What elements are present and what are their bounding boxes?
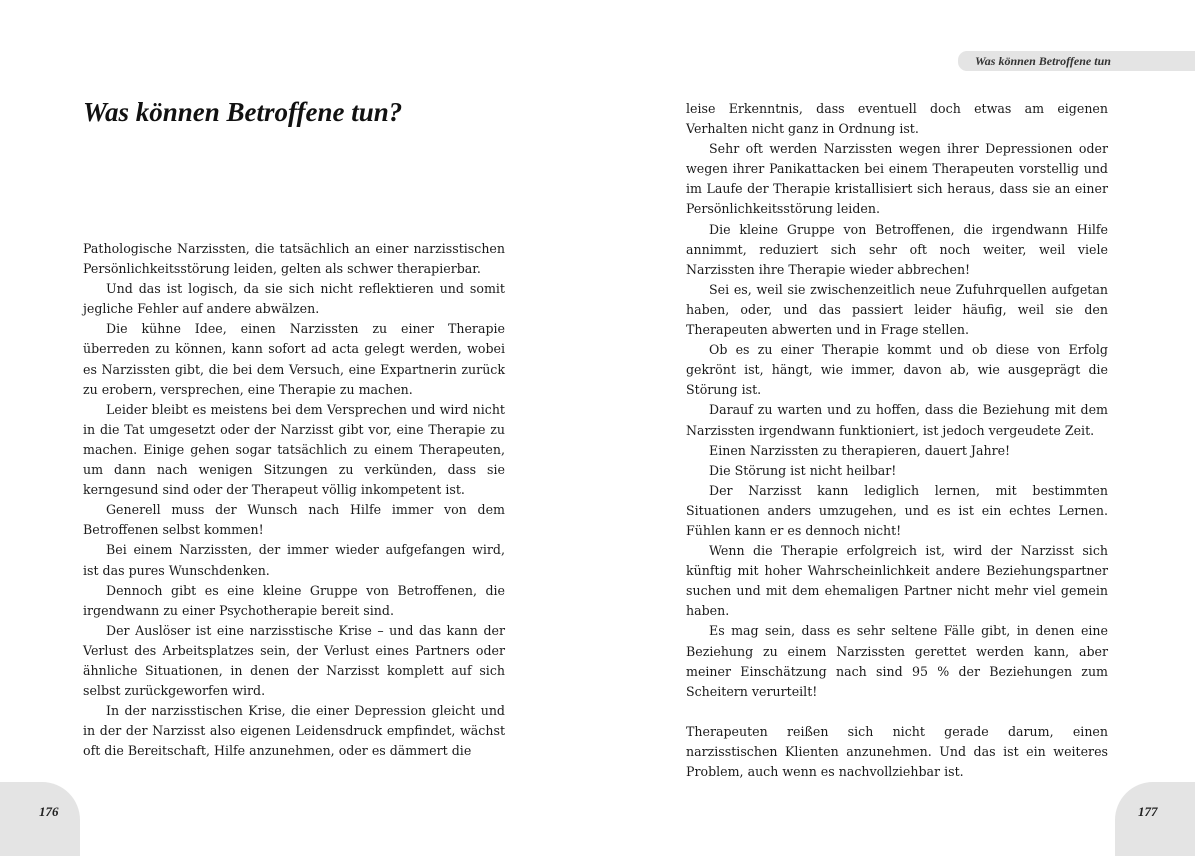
paragraph: Generell muss der Wunsch nach Hilfe immer von dem Betroffenen selbst kommen! — [83, 502, 505, 538]
paragraph: Der Auslöser ist eine narzisstische Krise – und das kann der Verlust des Arbeitsplatzes sein, der Verlust eines Partners oder ähnliche Situationen, in denen der Narzisst komplett auf sich selbst zurückgeworfen wird. — [83, 622, 505, 699]
paragraph: Wenn die Therapie erfolgreich ist, wird der Narzisst sich künftig mit hoher Wahrscheinlichkeit andere Beziehungspartner suchen und mit dem ehemaligen Partner nicht mehr viel gemein haben. — [686, 543, 1108, 619]
right-page — [597, 0, 1195, 856]
paragraph: Ob es zu einer Therapie kommt und ob diese von Erfolg gekrönt ist, hängt, wie immer, davon ab, wie ausgeprägt die Störung ist. — [686, 342, 1108, 398]
page-number: 176 — [39, 804, 59, 819]
left-body-text — [83, 239, 505, 761]
paragraph: Dennoch gibt es eine kleine Gruppe von Betroffenen, die irgendwann zu einer Psychotherapie bereit sind. — [83, 582, 505, 618]
left-page — [0, 0, 597, 856]
paragraph: In der narzisstischen Krise, die einer Depression gleicht und in der der Narzisst also eigenen Leidensdruck empfindet, wächst oft die Bereitschaft, Hilfe anzunehmen, oder es dämmert die — [83, 703, 505, 759]
paragraph: Sei es, weil sie zwischenzeitlich neue Zufuhrquellen aufgetan haben, oder, und das passiert leider häufig, weil sie den Therapeuten abwerten und in Frage stellen. — [686, 281, 1108, 338]
paragraph: Leider bleibt es meistens bei dem Versprechen und wird nicht in die Tat umgesetzt oder der Narzisst gibt vor, eine Therapie zu machen. Einige gehen sogar tatsächlich zu einem Therapeuten, um dann nach wenigen Sitzungen zu verkünden, dass sie kerngesund sind oder der Therapeut völlig inkompetent ist. — [83, 401, 505, 498]
paragraph: Darauf zu warten und zu hoffen, dass die Beziehung mit dem Narzissten irgendwann funktioniert, ist jedoch vergeudete Zeit. — [686, 402, 1108, 438]
paragraph: Einen Narzissten zu therapieren, dauert Jahre! — [709, 442, 1011, 458]
page-number-tab — [1115, 782, 1195, 856]
paragraph: Und das ist logisch, da sie sich nicht reflektieren und somit jegliche Fehler auf andere abwälzen. — [83, 281, 505, 317]
paragraph: Die kühne Idee, einen Narzissten zu einer Therapie überreden zu können, kann sofort ad acta gelegt werden, wobei es Narzissten gibt, die bei dem Versuch, eine Expartnerin zurück zu erobern, versprechen, eine Therapie zu machen. — [83, 321, 505, 397]
paragraph: Bei einem Narzissten, der immer wieder aufgefangen wird, ist das pures Wunschdenken. — [83, 542, 505, 578]
paragraph: leise Erkenntnis, dass eventuell doch etwas am eigenen Verhalten nicht ganz in Ordnung ist. — [686, 101, 1108, 137]
chapter-title: Was können Betroffene tun? — [83, 97, 403, 127]
paragraph: Sehr oft werden Narzissten wegen ihrer Depressionen oder wegen ihrer Panikattacken bei einem Therapeuten vorstellig und im Laufe der Therapie kristallisiert sich heraus, dass sie an einer Persönlichkeitsstörung leiden. — [686, 141, 1108, 217]
paragraph: Die Störung ist nicht heilbar! — [709, 462, 897, 478]
paragraph: Der Narzisst kann lediglich lernen, mit bestimmten Situationen anders umzugehen, und es ist ein echtes Lernen. Fühlen kann er es dennoch nicht! — [686, 482, 1108, 538]
paragraph: Die kleine Gruppe von Betroffenen, die irgendwann Hilfe annimmt, reduziert sich sehr oft noch weiter, weil viele Narzissten ihre Therapie wieder abbrechen! — [686, 221, 1108, 277]
right-body-text — [686, 99, 1108, 782]
page-number-tab — [0, 782, 80, 856]
paragraph: Es mag sein, dass es sehr seltene Fälle gibt, in denen eine Beziehung zu einem Narzissten gerettet werden kann, aber meiner Einschätzung nach sind 95 % der Beziehungen zum Scheitern verurteilt! — [686, 623, 1108, 699]
running-header: Was können Betroffene tun — [958, 51, 1195, 71]
page-number: 177 — [1138, 804, 1158, 819]
paragraph: Pathologische Narzissten, die tatsächlich an einer narzisstischen Persönlichkeitsstörung leiden, gelten als schwer therapierbar. — [83, 241, 505, 277]
paragraph: Therapeuten reißen sich nicht gerade darum, einen narzisstischen Klienten anzunehmen. Und das ist ein weiteres Problem, auch wenn es nachvollziehbar ist. — [686, 723, 1108, 780]
